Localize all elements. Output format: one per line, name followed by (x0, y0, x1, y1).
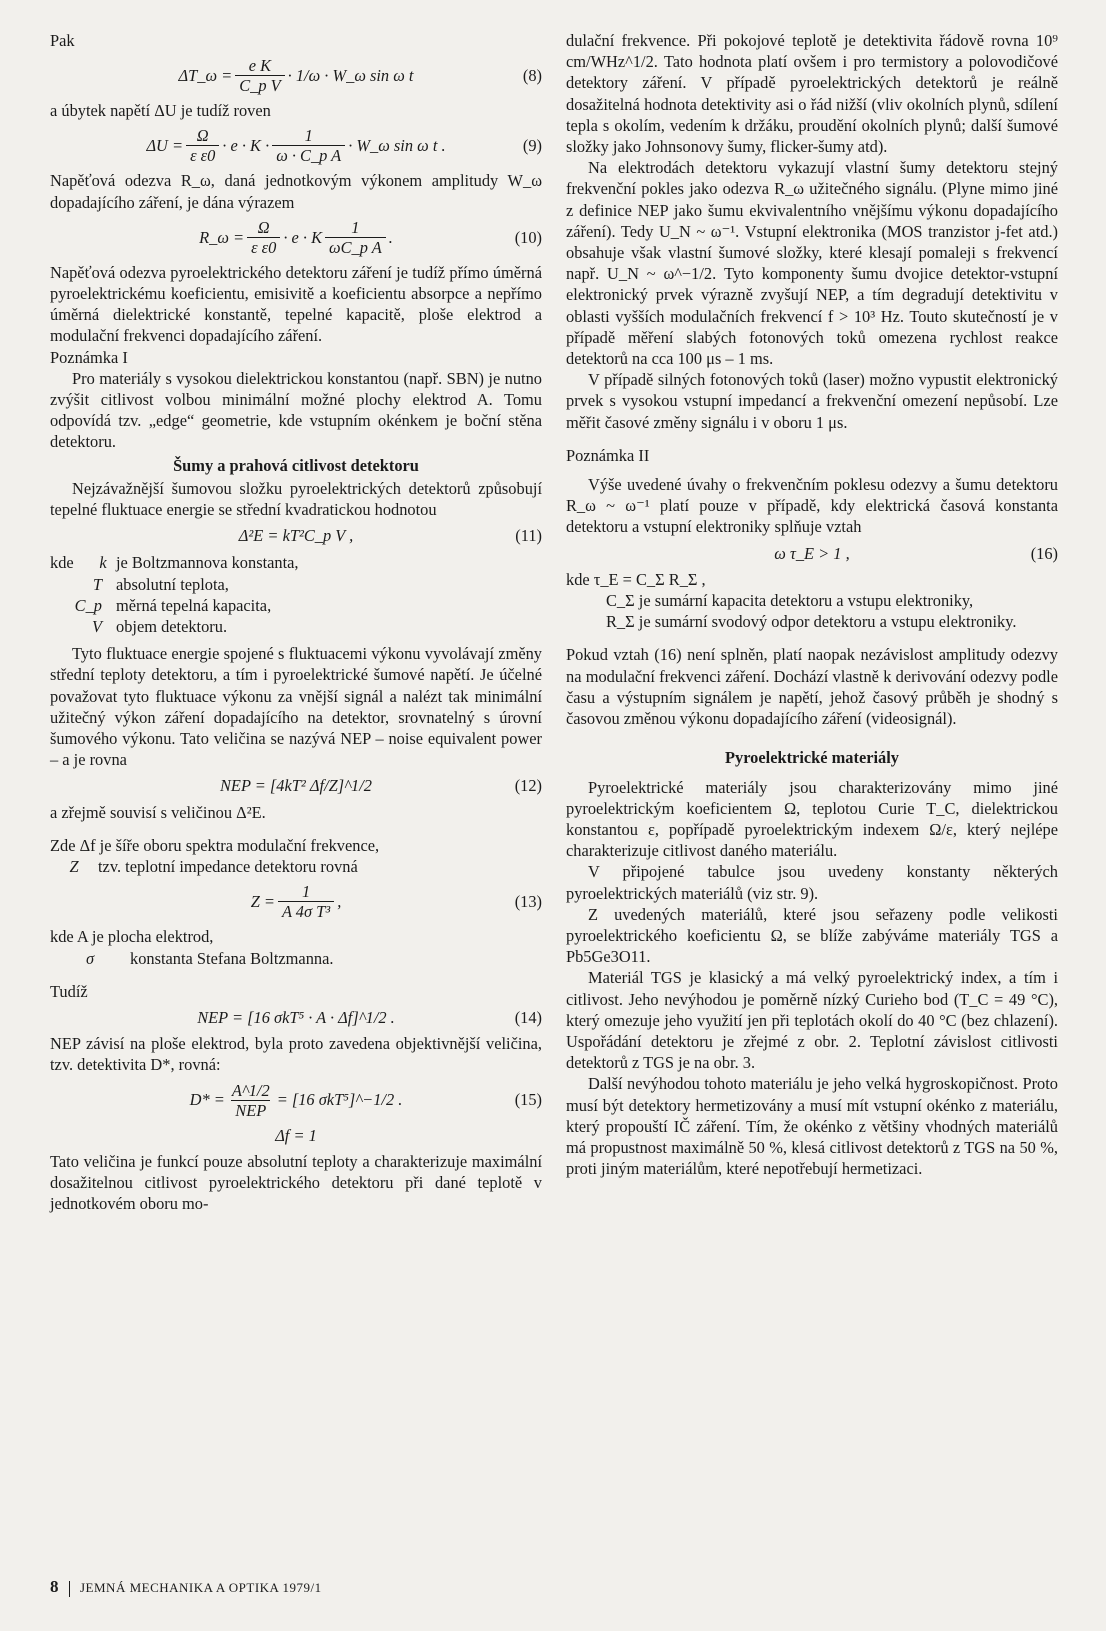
poznamka-1-title: Poznámka I (50, 347, 128, 367)
eq9-fraction-2 (272, 126, 345, 165)
definition-text: je Boltzmannova konstanta, (116, 553, 299, 573)
kde-a-term: σ (85, 948, 95, 968)
equation-15-condition (50, 1125, 542, 1146)
kde-a-text: konstanta Stefana Boltzmanna. (130, 948, 334, 968)
paragraph-tato: Tato veličina je funkcí pouze absolutní teploty a charakterizuje maximální dosažitelnou citlivost pyroelektrického detektoru při dané teplotě v jednotkovém oboru mo- (50, 1151, 542, 1214)
equation-14 (50, 1007, 542, 1028)
paragraph-zrejme: a zřejmě souvisí s veličinou Δ²E. (50, 802, 266, 822)
poznamka-2-title: Poznámka II (566, 445, 650, 465)
definition-row (50, 552, 542, 573)
eq13-denominator: A 4σ T³ (278, 901, 334, 921)
paragraph-nejzavaznejsi: Nejzávažnější šumovou složku pyroelektrických detektorů způsobují tepelné fluktuace energie se střední kvadratickou hodnotou (50, 478, 542, 520)
eq13-fraction (278, 882, 334, 921)
eq8-rest: · 1/ω · W_ω sin ω t (287, 66, 414, 86)
paragraph-vyse: Výše uvedené úvahy o frekvenčním poklesu odezvy a šumu detektoru R_ω ~ ω⁻¹ platí pouze v případě, kdy elektrická časová konstanta detektoru a vstupní elektroniky splňuje vztah (566, 475, 1058, 537)
eq15-number: (15) (514, 1090, 542, 1110)
equation-16 (566, 543, 1058, 564)
eq10-denominator-2: ωC_p A (325, 237, 386, 257)
eq10-numerator-1: Ω (257, 217, 270, 237)
eq14-number: (14) (514, 1007, 542, 1027)
equation-10 (50, 218, 542, 257)
eq9-lhs: ΔU = (146, 136, 184, 156)
definition-list (50, 552, 542, 637)
definition-text: objem detektoru. (116, 617, 228, 637)
paragraph-silnych: V případě silných fotonových toků (laser) možno vypustit elektronický prvek s vysokou vstupní impedancí a frekvenční omezení nepůsobí. Lze měřit časové změny signálu i v oboru 1 μs. (566, 370, 1058, 432)
eq13-lhs: Z = (250, 892, 275, 912)
eq11-number: (11) (515, 526, 542, 546)
eq12-body: NEP = [4kT² Δf/Z]^1/2 (220, 776, 372, 796)
definition-term: C_p (74, 595, 102, 615)
eq8-fraction (235, 56, 284, 95)
equation-11 (50, 525, 542, 546)
paragraph-odezva: Napěťová odezva R_ω, daná jednotkovým výkonem amplitudy W_ω dopadajícího záření, je dána výrazem (50, 171, 542, 212)
eq9-rest: · W_ω sin ω t . (348, 136, 446, 156)
equation-8 (50, 56, 542, 95)
eq8-numerator: e K (248, 56, 272, 76)
equation-13 (50, 882, 542, 921)
eq10-fraction-1 (247, 218, 280, 257)
eq15-lhs: D* = (189, 1090, 225, 1110)
kde-tau-line-3: R_Σ je sumární svodový odpor detektoru a vstupu elektroniky. (606, 612, 1017, 632)
kde-tau-line-2: C_Σ je sumární kapacita detektoru a vstupu elektroniky, (606, 591, 974, 611)
kde-tau-line-1: kde τ_E = C_Σ R_Σ , (566, 569, 706, 589)
eq8-lhs: ΔT_ω = (178, 66, 233, 86)
equation-15 (50, 1081, 542, 1120)
eq15-denominator: NEP (231, 1100, 270, 1120)
eq8-denominator: C_p V (235, 75, 284, 95)
eq16-number: (16) (1030, 543, 1058, 563)
eq15-rest: = [16 σkT⁵]^−1/2 . (276, 1090, 403, 1110)
definition-row (50, 616, 542, 637)
eq10-number: (10) (514, 227, 542, 247)
paragraph-dalsi: Další nevýhodou tohoto materiálu je jeho velká hygroskopičnost. Proto musí být detektory hermetizovány a musí mít vstupní okénko z materiálu, který propouští IČ záření. Tím, že okénko z většiny vhodných materiálů má propustnost maximálně 50 %, klesá citlivost detektorů z TGS na 50 %, proti jiným materiálům, které nepotřebují hermetizaci. (566, 1074, 1058, 1179)
zde-term: Z (69, 857, 79, 877)
equation-12 (50, 775, 542, 796)
definition-row (50, 595, 542, 616)
eq10-denominator-1: ε ε0 (247, 237, 280, 257)
eq10-rest: . (388, 227, 393, 247)
journal-title: JEMNÁ MECHANIKA A OPTIKA 1979/1 (80, 1580, 322, 1595)
kde-a-line-1: kde A je plocha elektrod, (50, 927, 214, 947)
definition-text: měrná tepelná kapacita, (116, 595, 272, 615)
eq9-denominator-2: ω · C_p A (272, 145, 345, 165)
zde-text: tzv. teplotní impedance detektoru rovná (98, 857, 358, 877)
eq10-lhs: R_ω = (199, 227, 245, 247)
page-number: 8 (50, 1577, 59, 1596)
eq11-body: Δ²E = kT²C_p V , (238, 526, 354, 546)
eq13-number: (13) (514, 892, 542, 912)
pak-label: Pak (50, 31, 75, 50)
kde-a-line-2 (50, 948, 542, 969)
eq13-rest: , (337, 892, 342, 912)
paragraph-dulacni: dulační frekvence. Při pokojové teplotě je detektivita řádově rovna 10⁹ cm/WHz^1/2. Tato hodnota platí ovšem i pro termistory a polovodičové detektory záření. V případě pyroelektrických detektorů je reálně dosažitelná hodnota detektivity asi o řád nižší (vliv okolních plynů, sdílení tepla s okolím, vedením k držáku, proudění okolních plynů; další šumové složky jako Johnsonovy šumy, flicker-šumy atd). (566, 31, 1058, 157)
paragraph-tyto: Tyto fluktuace energie spojené s fluktuacemi výkonu vyvolávají změny střední teploty detektoru, a tím i pyroelektrické šumové napětí. Je účelné považovat tyto fluktuace výkonu za vnější signál a nalézt tak minimální užitečný výkon záření dopadajícího na detektor, srovnatelný s úrovní šumového výkonu. Tato veličina se nazývá NEP – noise equivalent power – a je rovna (50, 644, 542, 770)
page-footer (50, 1577, 322, 1597)
eq9-number: (9) (522, 136, 542, 156)
eq15-fraction (228, 1081, 274, 1120)
definition-term: T (92, 574, 102, 594)
paragraph-nep-zavisi: NEP závisí na ploše elektrod, byla proto zavedena objektivnější veličina, tzv. detektivita D*, rovná: (50, 1034, 542, 1075)
eq9-mid: · e · K · (222, 136, 270, 156)
paragraph-ubytek: a úbytek napětí ΔU je tudíž roven (50, 101, 271, 121)
definition-intro: kde (50, 553, 74, 573)
eq10-fraction-2 (325, 218, 386, 257)
eq14-body: NEP = [16 σkT⁵ · A · Δf]^1/2 . (197, 1007, 395, 1027)
right-column (566, 30, 1058, 1179)
eq9-fraction-1 (186, 126, 219, 165)
definition-row (50, 574, 542, 595)
equation-9 (50, 126, 542, 165)
definition-term: k (99, 553, 107, 573)
paragraph-materialy: Pyroelektrické materiály jsou charakterizovány mimo jiné pyroelektrickým koeficientem Ω, teplotou Curie T_C, dielektrickou konstantou ε, popřípadě pyroelektrickým indexem Ω/ε, který nejlépe charakterizuje citlivost daného materiálu. (566, 777, 1058, 861)
section-heading-materialy: Pyroelektrické materiály (724, 748, 899, 768)
zde-line-2 (50, 856, 542, 877)
eq9-denominator-1: ε ε0 (186, 145, 219, 165)
definition-term: V (91, 617, 102, 637)
eq8-number: (8) (522, 66, 542, 86)
definition-text: absolutní teplota, (116, 574, 229, 594)
eq9-numerator-1: Ω (196, 126, 209, 146)
poznamka-1-text: Pro materiály s vysokou dielektrickou konstantou (např. SBN) je nutno zvýšit citlivost volbou minimální možné plochy elektrod A. Tomu odpovídá tzv. „edge“ geometrie, kde vstupním okénkem je boční stěna detektoru. (50, 368, 542, 452)
footer-divider (69, 1581, 70, 1597)
paragraph-tgs: Materiál TGS je klasický a má velký pyroelektrický index, a tím i citlivost. Jeho nevýhodou je poměrně nízký Curieho bod (T_C = 49 °C), který omezuje jeho využití jen při teplotách okolí do 40 °C (bez chlazení). Uspořádání detektoru je zřejmé z obr. 2. Teplotní závislost citlivosti detektorů z TGS je na obr. 3. (566, 968, 1058, 1073)
eq16-body: ω τ_E > 1 , (774, 543, 850, 563)
eq10-numerator-2: 1 (351, 217, 360, 237)
zde-line-1: Zde Δf je šíře oboru spektra modulační frekvence, (50, 835, 380, 855)
eq13-numerator: 1 (301, 882, 311, 902)
paragraph-uvedenych: Z uvedených materiálů, které jsou seřazeny podle velikosti pyroelektrického koeficientu Ω, se blíže zabýváme materiály TGS a Pb5Ge3O11. (566, 904, 1058, 967)
eq12-number: (12) (514, 776, 542, 796)
eq15-numerator: A^1/2 (231, 1080, 270, 1100)
paragraph-napetova: Napěťová odezva pyroelektrického detektoru záření je tudíž přímo úměrná pyroelektrickému koeficientu, emisivitě a koeficientu absorpce a nepřímo úměrná dielektrické konstantě, tepelné kapacitě, ploše elektrod a modulační frekvenci dopadajícího záření. (50, 262, 542, 346)
section-heading-sumy: Šumy a prahová citlivost detektoru (173, 455, 419, 475)
paragraph-pokud: Pokud vztah (16) není splněn, platí naopak nezávislost amplitudy odezvy na modulační frekvenci záření. Dochází vlastně k derivování odezvy podle času a výstupním signálem je napětí, jehož časový průběh je shodný s časovou změnou výkonu dopadajícího záření (videosignál). (566, 645, 1058, 729)
paragraph-tabulce: V připojené tabulce jsou uvedeny konstanty některých pyroelektrických materiálů (viz str. 9). (566, 862, 1058, 903)
paragraph-elektrody: Na elektrodách detektoru vykazují vlastní šumy detektoru stejný frekvenční pokles jako odezva R_ω užitečného signálu. (Plyne mimo jiné z definice NEP jako šumu ekvivalentního vnějšímu výkonu dopadajícího záření). Tedy U_N ~ ω⁻¹. Vstupní elektronika (MOS tranzistor j-fet atd.) obsahuje však vlastní šumové složky, které klesají pomaleji s frekvencí např. U_N ~ ω^−1/2. Tyto komponenty šumu dvojice detektor-vstupní elektronický prvek výrazně zvyšují NEP, a tím degradují detektivitu v oblasti vyšších modulačních frekvencí f > 10³ Hz. Touto skutečností je v případě měření slabých fotonových toků omezena rychlost reakce detektorů na cca 100 μs – 1 ms. (566, 158, 1058, 369)
eq15-condition: Δf = 1 (275, 1125, 317, 1145)
eq9-numerator-2: 1 (304, 126, 313, 146)
tudiz-label: Tudíž (50, 981, 88, 1001)
left-column (50, 30, 542, 1214)
eq10-mid: · e · K (283, 227, 323, 247)
